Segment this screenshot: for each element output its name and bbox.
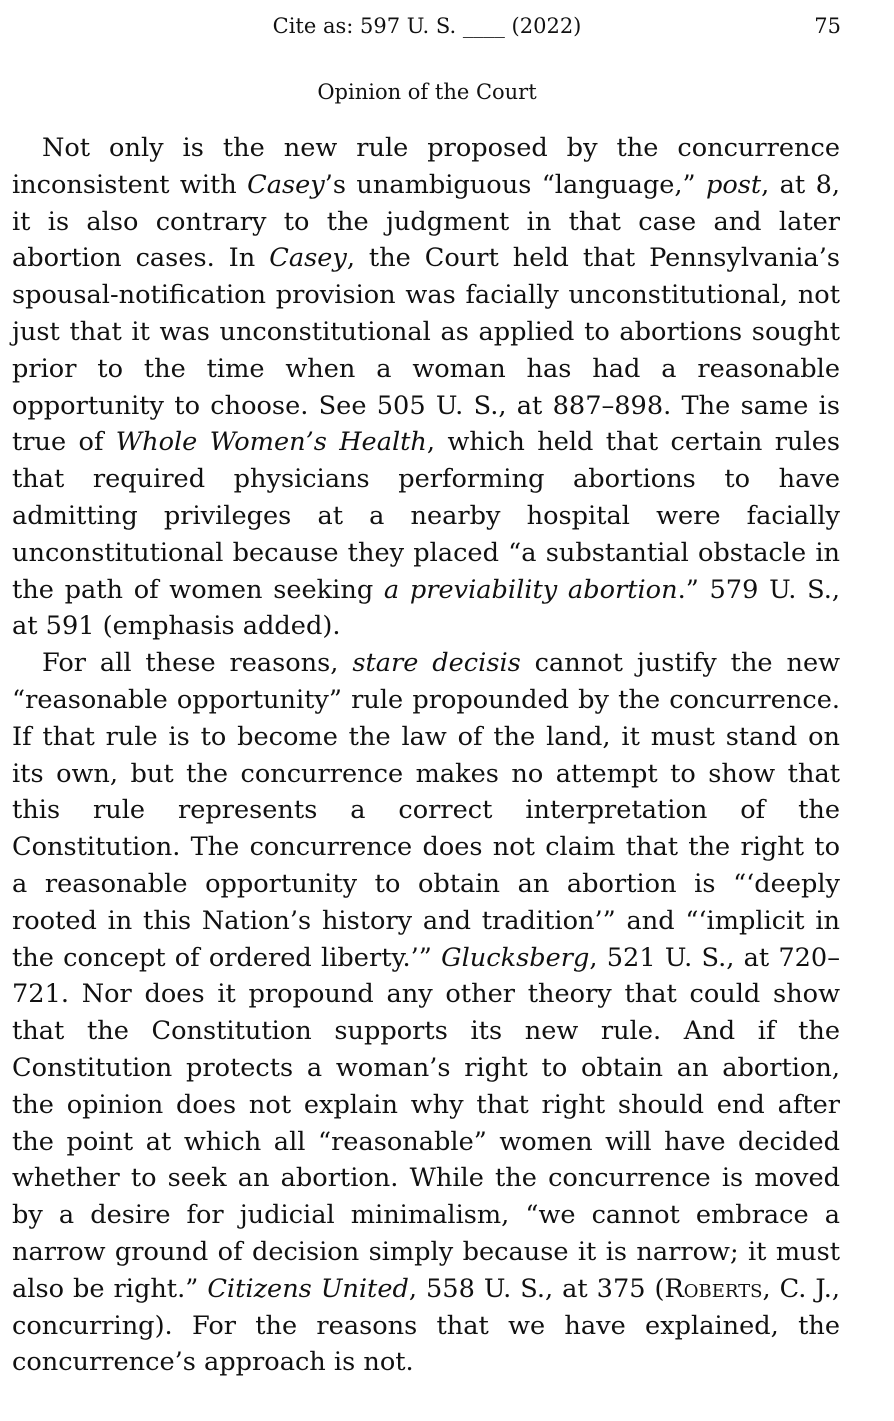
text-run: , the Court held that Pennsylvania’s spousal-notification provision was facially unconstitutional, not just that it was unconstitutional as applied to abortions sought prior to the time when a woman has had a reasonable opportunity to choose. See 505 U. S., at 887–898. The same is true of	[12, 243, 840, 458]
italic-run: Glucksberg	[441, 942, 590, 973]
text-run: For all these reasons,	[42, 648, 353, 679]
italic-run: Citizens United	[207, 1273, 409, 1304]
text-run: cannot justify the new “reasonable opportunity” rule propounded by the concurrence. If that rule is to become the law of the land, it must stand on its own, but the concurrence makes no attempt to show that this rule represents a correct interpretation of the Constitution. The concurrence does not claim that the right to a reasonable opportunity to obtain an abortion is “‘deeply rooted in this Nation’s history and tradition’” and “‘implicit in the concept of ordered liberty.’”	[12, 648, 840, 973]
italic-run: stare decisis	[352, 648, 521, 679]
italic-run: a previability abortion	[383, 574, 678, 605]
citation-line: Cite as: 597 U. S. ____ (2022)	[272, 14, 582, 38]
italic-run: Whole Women’s Health	[115, 427, 427, 458]
page-number: 75	[814, 14, 841, 38]
opinion-body	[12, 130, 840, 1381]
text-run: ’s unambiguous “language,”	[324, 169, 706, 200]
italic-run: Casey	[269, 243, 347, 274]
text-run: Not only is the new rule proposed by the concurrence inconsistent with	[12, 133, 840, 200]
text-run: .” 579 U. S., at 591 (emphasis added).	[12, 574, 841, 642]
smallcaps-run: Roberts	[664, 1273, 763, 1304]
text-run: , which held that certain rules that required physicians performing abortions to have admitting privileges at a nearby hospital were facially unconstitutional because they placed “a substantial obstacle in the path of women seeking	[12, 427, 840, 605]
paragraph	[12, 645, 840, 1381]
text-run: , 521 U. S., at 720–721. Nor does it propound any other theory that could show that the Constitution supports its new rule. And if the Constitution protects a woman’s right to obtain an abortion, the opinion does not explain why that right should end after the point at which all “reasonable” women will have decided whether to seek an abortion. While the concurrence is moved by a desire for judicial minimalism, “we cannot embrace a narrow ground of decision simply because it is narrow; it must also be right.”	[12, 942, 841, 1304]
text-run: , C. J., concurring). For the reasons that we have explained, the concurrence’s approach is not.	[12, 1273, 840, 1378]
opinion-label: Opinion of the Court	[317, 80, 537, 104]
text-run: , 558 U. S., at 375 (	[408, 1273, 665, 1304]
italic-run: Casey	[247, 169, 325, 200]
text-run: , at 8, it is also contrary to the judgment in that case and later abortion cases. In	[12, 169, 840, 274]
page-header	[0, 14, 894, 44]
italic-run: post	[705, 169, 762, 200]
paragraph	[12, 130, 840, 645]
